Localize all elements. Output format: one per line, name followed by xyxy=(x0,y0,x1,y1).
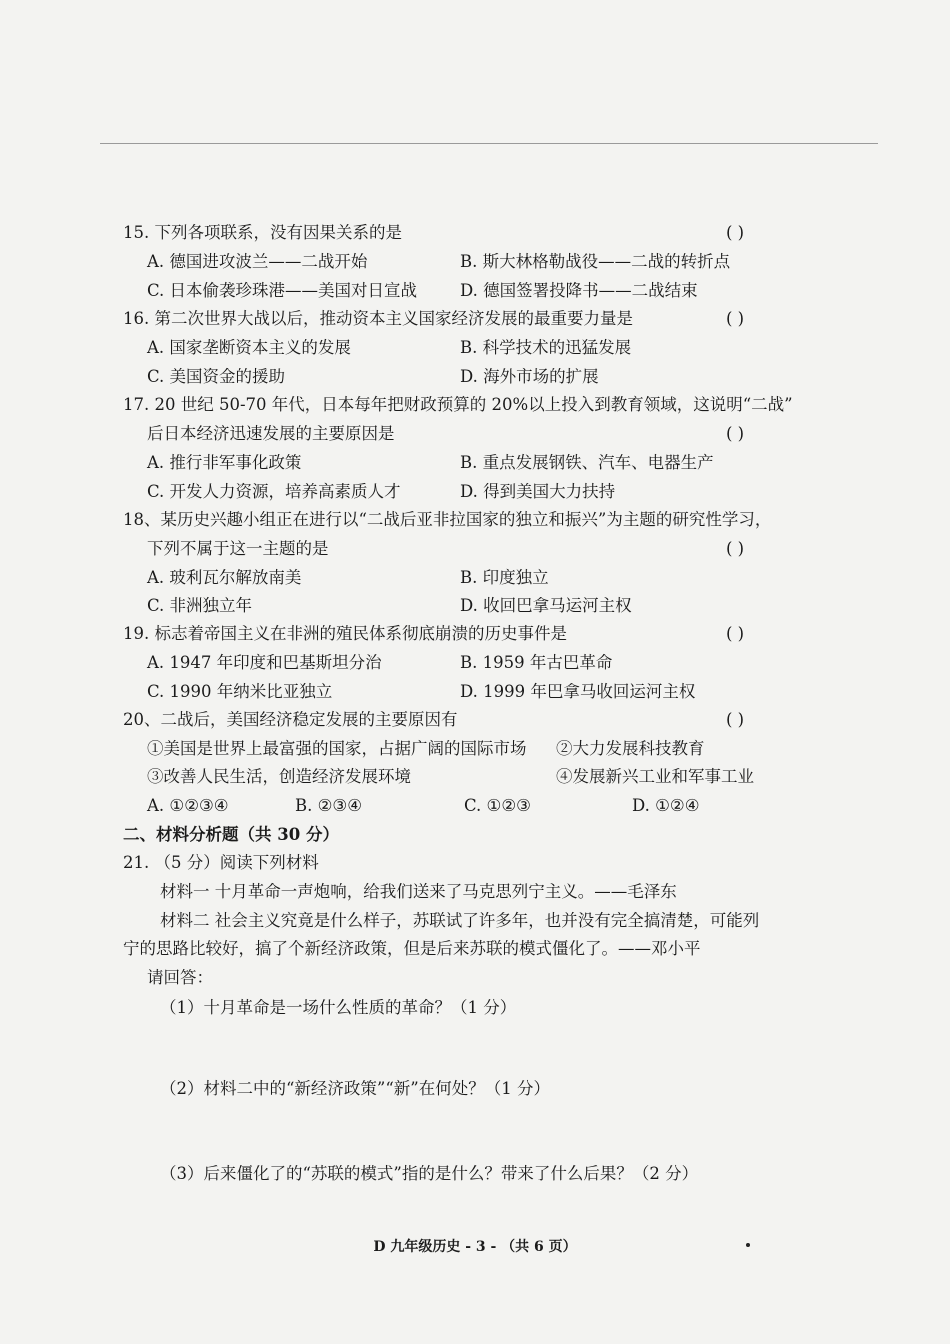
text-line: C. 非洲独立年 xyxy=(147,596,253,615)
text-line: 下列不属于这一主题的是 xyxy=(147,539,329,558)
text-line: A. 国家垄断资本主义的发展 xyxy=(147,338,351,357)
text-line: D. 德国签署投降书——二战结束 xyxy=(460,281,698,300)
text-line: C. 1990 年纳米比亚独立 xyxy=(147,682,333,701)
text-line: A. 1947 年印度和巴基斯坦分治 xyxy=(147,653,382,672)
text-line: ②大力发展科技教育 xyxy=(556,739,705,758)
text-line: 材料一 十月革命一声炮响，给我们送来了马克思列宁主义。——毛泽东 xyxy=(160,882,677,901)
text-line: A. ①②③④ xyxy=(147,796,229,815)
text-line: 宁的思路比较好，搞了个新经济政策，但是后来苏联的模式僵化了。——邓小平 xyxy=(123,939,701,958)
text-line: A. 推行非军事化政策 xyxy=(147,453,302,472)
text-line: A. 玻利瓦尔解放南美 xyxy=(147,568,302,587)
text-line: 请回答： xyxy=(147,968,213,987)
text-line: D. ①②④ xyxy=(632,796,700,815)
text-line: 20、二战后，美国经济稳定发展的主要原因有 xyxy=(123,710,458,729)
text-line: 后日本经济迅速发展的主要原因是 xyxy=(147,424,395,443)
scan-speck xyxy=(746,1243,750,1247)
text-line: B. ②③④ xyxy=(295,796,362,815)
text-line: B. 科学技术的迅猛发展 xyxy=(460,338,632,357)
answer-blank: ( ) xyxy=(726,223,745,242)
text-line: 17. 20 世纪 50-70 年代，日本每年把财政预算的 20%以上投入到教育领域，这说明“二战” xyxy=(123,395,793,414)
answer-blank: ( ) xyxy=(726,424,745,443)
text-line: （3）后来僵化了的“苏联的模式”指的是什么？带来了什么后果？（2 分） xyxy=(160,1164,699,1183)
text-line: 15. 下列各项联系，没有因果关系的是 xyxy=(123,223,402,242)
text-line: （1）十月革命是一场什么性质的革命？（1 分） xyxy=(160,998,517,1017)
text-line: 18、某历史兴趣小组正在进行以“二战后亚非拉国家的独立和振兴”为主题的研究性学习， xyxy=(123,510,772,529)
text-line: C. ①②③ xyxy=(464,796,531,815)
header-rule xyxy=(100,143,878,144)
text-line: B. 印度独立 xyxy=(460,568,549,587)
text-line: 材料二 社会主义究竟是什么样子，苏联试了许多年，也并没有完全搞清楚，可能列 xyxy=(160,911,760,930)
text-line: D. 收回巴拿马运河主权 xyxy=(460,596,632,615)
text-line: A. 德国进攻波兰——二战开始 xyxy=(147,252,368,271)
text-line: D. 得到美国大力扶持 xyxy=(460,482,616,501)
text-line: ①美国是世界上最富强的国家，占据广阔的国际市场 xyxy=(147,739,527,758)
text-line: 16. 第二次世界大战以后，推动资本主义国家经济发展的最重要力量是 xyxy=(123,309,633,328)
text-line: 21. （5 分）阅读下列材料 xyxy=(123,853,319,872)
answer-blank: ( ) xyxy=(726,624,745,643)
text-line: 二、材料分析题（共 30 分） xyxy=(123,825,339,844)
answer-blank: ( ) xyxy=(726,539,745,558)
text-line: ④发展新兴工业和军事工业 xyxy=(556,767,754,786)
text-line: C. 美国资金的援助 xyxy=(147,367,286,386)
answer-blank: ( ) xyxy=(726,710,745,729)
text-line: D. 1999 年巴拿马收回运河主权 xyxy=(460,682,696,701)
text-line: C. 开发人力资源，培养高素质人才 xyxy=(147,482,401,501)
text-line: B. 1959 年古巴革命 xyxy=(460,653,613,672)
text-line: B. 斯大林格勒战役——二战的转折点 xyxy=(460,252,731,271)
text-line: D. 海外市场的扩展 xyxy=(460,367,599,386)
text-line: （2）材料二中的“新经济政策”“新”在何处？（1 分） xyxy=(160,1079,550,1098)
text-line: C. 日本偷袭珍珠港——美国对日宣战 xyxy=(147,281,418,300)
page-footer: D 九年级历史 - 3 - （共 6 页） xyxy=(373,1239,577,1255)
text-line: B. 重点发展钢铁、汽车、电器生产 xyxy=(460,453,714,472)
answer-blank: ( ) xyxy=(726,309,745,328)
text-line: 19. 标志着帝国主义在非洲的殖民体系彻底崩溃的历史事件是 xyxy=(123,624,567,643)
text-line: ③改善人民生活，创造经济发展环境 xyxy=(147,767,411,786)
